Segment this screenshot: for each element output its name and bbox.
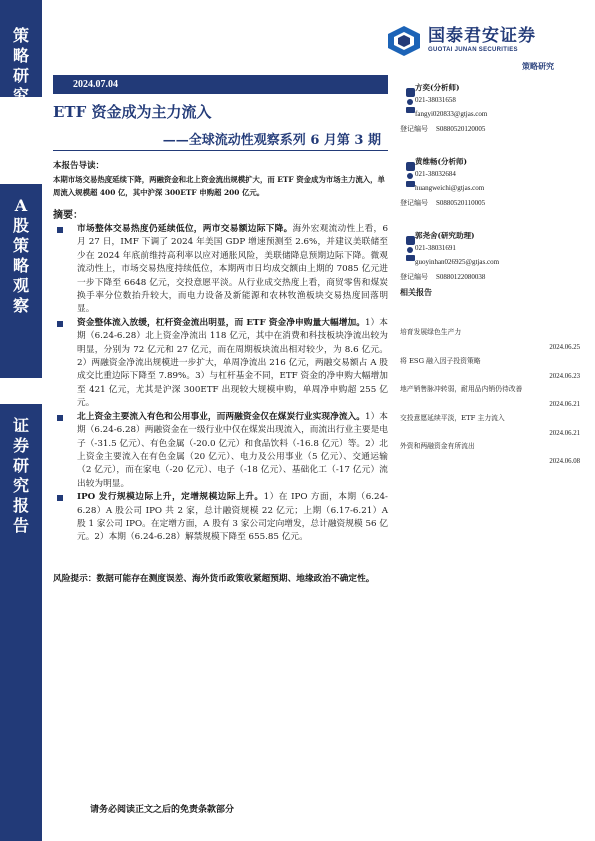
guide-label: 本报告导读：: [53, 161, 105, 171]
title-divider: [53, 150, 388, 151]
related-report-item[interactable]: [400, 326, 580, 351]
related-report-date: 2024.06.21: [549, 430, 580, 437]
registration-label: 登记编号: [400, 273, 428, 281]
summary-item-text: 1）本期（6.24-6.28）北上资金净流出 118 亿元，其中在消费和科技板块净流出较为明显，分别为 72 亿元和 27 亿元，而在周期板块流出相对较少，为 8.6 亿元。2）两融资金净流出规模进一步扩大，单周净流出 216 亿元，两融交易额占 A 股成交比重边际下降至 7.89%。3）与杠杆基金不同，ETF 资金的净申购大幅增加至 421 亿元，尤其是沪深 300ETF 出现较大规模申购，单周净申购超 255 亿元。: [77, 317, 388, 409]
sidebar-category-strategy: [0, 0, 42, 105]
sidebar-char: 究: [12, 476, 29, 495]
bullet-square-icon: [57, 415, 63, 421]
related-report-date: 2024.06.25: [549, 344, 580, 351]
analyst-name: 郭尧舍(研究助理): [415, 231, 475, 240]
related-report-item[interactable]: [400, 440, 580, 465]
disclaimer-notice: 请务必阅读正文之后的免责条款部分: [90, 805, 235, 815]
summary-item: [53, 491, 388, 545]
related-report-item[interactable]: [400, 412, 580, 437]
sidebar-series-a-share: [0, 184, 42, 378]
sidebar-char: 告: [12, 516, 29, 535]
report-title: ETF 资金成为主力流入: [53, 103, 212, 121]
guide-text: 本期市场交易热度延续下降，两融资金和北上资金流出规模扩大，而 ETF 资金成为市场主力流入，单周流入规模超 400 亿，其中沪深 300ETF 申购超 200 亿元。: [53, 175, 385, 197]
registration-number: S0880520120005: [436, 125, 486, 133]
related-report-title[interactable]: 将 ESG 融入因子投资策略: [400, 357, 481, 365]
related-report-item[interactable]: [400, 383, 580, 408]
summary-item-heading: 资金整体流入放缓，杠杆资金流出明显，而 ETF 资金净申购量大幅增加。: [77, 317, 365, 328]
logo-mark-icon: [386, 25, 422, 57]
summary-label: 摘要：: [53, 210, 83, 221]
related-report-title[interactable]: 交投意愿延续平淡，ETF 主力流入: [400, 414, 505, 422]
sidebar-char: 证: [12, 416, 29, 435]
analyst-registration: [400, 272, 485, 282]
summary-item: [53, 223, 388, 317]
registration-number: S0880122080038: [436, 273, 486, 281]
sidebar-char: 报: [12, 496, 29, 515]
related-report-date: 2024.06.08: [549, 458, 580, 465]
summary-item: [53, 317, 388, 411]
summary-item-heading: 北上资金主要流入有色和公用事业，而两融资金仅在煤炭行业实现净流入。: [77, 411, 366, 422]
analyst-email[interactable]: fangyi020833@gtjas.com: [415, 110, 488, 118]
registration-label: 登记编号: [400, 125, 428, 133]
summary-list: [53, 223, 388, 545]
sidebar-char: 略: [12, 256, 29, 275]
header-category: 策略研究: [522, 61, 554, 71]
sidebar-char: 策: [12, 236, 29, 255]
sidebar-report-type: [0, 404, 42, 841]
bullet-square-icon: [57, 321, 63, 327]
report-date: 2024.07.04: [53, 75, 388, 94]
company-logo: [386, 24, 556, 58]
summary-item-heading: 市场整体交易热度仍延续低位，两市交易额边际下降。: [77, 224, 293, 234]
sidebar-char: 研: [12, 66, 29, 85]
summary-item-heading: IPO 发行规模边际上升，定增规模边际上升。: [77, 492, 264, 503]
sidebar: [0, 0, 42, 841]
related-report-item[interactable]: [400, 355, 580, 380]
sidebar-char: 股: [12, 216, 29, 235]
related-reports-label: 相关报告: [400, 287, 432, 297]
sidebar-char: 观: [12, 276, 29, 295]
summary-item-text: 1）本期（6.24-6.28）两融资金在一级行业中仅在煤炭出现流入，而流出行业主要是电子（-31.5 亿元）、有色金属（-20.0 亿元）和食品饮料（-16.8 亿元）等。2）北上资金主要流入在有色金属（20 亿元）、电力及公用事业（5 亿元）、交通运输（2 亿元），而在家电（-20 亿元）、电子（-18 亿元）、基础化工（-17 亿元）流出较为明显。: [77, 411, 388, 489]
analyst-card: [400, 82, 590, 142]
logo-text-en: GUOTAI JUNAN SECURITIES: [428, 47, 518, 53]
sidebar-char: 研: [12, 456, 29, 475]
analyst-registration: [400, 198, 485, 208]
analyst-phone: 021-38031691: [415, 244, 456, 252]
analyst-email[interactable]: huangweichi@gtjas.com: [415, 184, 485, 192]
analyst-card: [400, 230, 590, 290]
analyst-phone: 021-38032684: [415, 170, 456, 178]
bullet-square-icon: [57, 495, 63, 501]
registration-label: 登记编号: [400, 199, 428, 207]
risk-warning: 风险提示：数据可能存在测度误差、海外货币政策收紧超预期、地缘政治不确定性。: [53, 574, 375, 584]
report-subtitle: ——全球流动性观察系列 6 月第 3 期: [162, 133, 381, 148]
sidebar-char: 察: [12, 296, 29, 315]
sidebar-char: 策: [12, 26, 29, 45]
summary-item-text: 海外宏观流动性上看，6 月 27 日，IMF 下调了 2024 年美国 GDP 增速预测至 2.6%，并建议美联储至少在 2024 年底前维持高利率以应对通胀风险，美联储降息预期边际下降。微观流动性上，市场交易热度持续低位，本期两市日均成交额由上期的 7085 亿元进一步下降至 6648 亿元，交投意愿平淡。从行业成交热度上看，商贸零售和煤炭换手率分位数抬升较大，而电力设备及新能源和农林牧渔板块交易热度回落明显。: [77, 224, 388, 315]
related-report-title[interactable]: 地产销售脉冲转弱，耐用品内销仍待改善: [400, 385, 523, 393]
summary-item-text: 1）在 IPO 方面，本期（6.24-6.28）A 股公司 IPO 共 2 家，总计融资规模 22 亿元；上期（6.17-6.21）A 股 1 家公司 IPO。在定增方面，A 股有 3 家公司定向增发，总计融资规模 56 亿元。2）本期（6.24-6.28）解禁规模下降至 655.85 亿元。: [77, 492, 388, 543]
bullet-square-icon: [57, 227, 63, 233]
logo-text-cn: 国泰君安证券: [428, 26, 536, 46]
analyst-card: [400, 156, 590, 216]
related-report-title[interactable]: 培育发展绿色生产力: [400, 328, 462, 336]
sidebar-char: 略: [12, 46, 29, 65]
summary-item: [53, 411, 388, 491]
analyst-email[interactable]: guoyinhan026925@gtjas.com: [415, 258, 500, 266]
analyst-name: 方奕(分析师): [415, 83, 460, 92]
sidebar-char: 究: [12, 86, 29, 105]
related-report-title[interactable]: 外资和两融资金有所流出: [400, 442, 475, 450]
related-report-date: 2024.06.23: [549, 373, 580, 380]
sidebar-char: 券: [12, 436, 29, 455]
analyst-registration: [400, 124, 485, 134]
registration-number: S0880520110005: [436, 199, 486, 207]
analyst-phone: 021-38031658: [415, 96, 456, 104]
related-report-date: 2024.06.21: [549, 401, 580, 408]
analyst-name: 黄维畅(分析师): [415, 157, 468, 166]
sidebar-char: A: [14, 196, 28, 215]
